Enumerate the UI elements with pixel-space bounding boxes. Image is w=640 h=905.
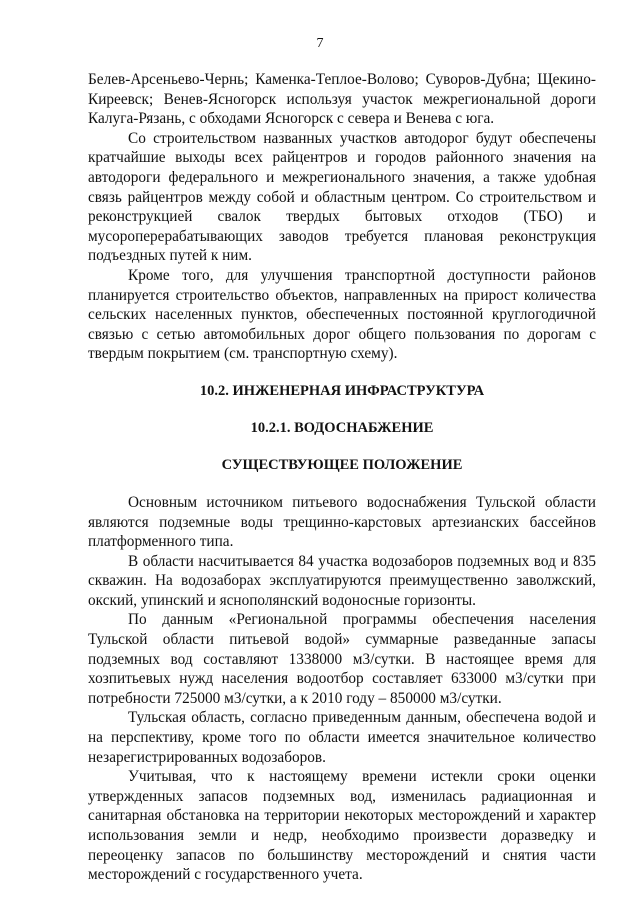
paragraph-transport-access: Кроме того, для улучшения транспортной доступности районов планируется строительство объектов, направленных на прирост количества сельских населенных пунктов, обеспеченных постоянной круглогодичной связью с сетью автомобильных дорог общего пользования по дорогам с твердым покрытием (см. транспортную схему). [88,266,596,363]
paragraph-reserve-reassessment: Учитывая, что к настоящему времени истекли сроки оценки утвержденных запасов подземных вод, изменилась радиационная и санитарная обстановка на территории некоторых месторождений и характер использования земли и недр, необходимо произвести доразведку и переоценку запасов по большинству месторождений и снятия части месторождений с государственного учета. [88,768,596,884]
section-heading: 10.2. ИНЖЕНЕРНАЯ ИНФРАСТРУКТУРА [199,382,485,399]
paragraph-road-benefits: Со строительством названных участков автодорог будут обеспечены кратчайшие выходы всех райцентров и городов районного значения на автодороги федерального и межрегионального значения, а также удобная связь райцентров между собой и областным центром. Со строительством и реконструкцией свалок твердых бытовых отходов (ТБО) и мусороперерабатывающих заводов требуется плановая реконструкция подъездных путей к ним. [88,129,596,265]
current-state-heading: СУЩЕСТВУЮЩЕЕ ПОЛОЖЕНИЕ [221,456,463,473]
subsection-heading: 10.2.1. ВОДОСНАБЖЕНИЕ [250,419,434,436]
document-body [88,70,596,885]
paragraph-water-supply-outlook: Тульская область, согласно приведенным данным, обеспечена водой и на перспективу, кроме того по области имеется значительное количество незарегистрированных водозаборов. [88,709,596,766]
paragraph-water-reserves: По данным «Региональной программы обеспечения населения Тульской области питьевой водой» суммарные разведанные запасы подземных вод составляют 1338000 м3/сутки. В настоящее время для хозпитьевых нужд населения водоотбор составляет 633000 м3/сутки при потребности 725000 м3/сутки, а к 2010 году – 850000 м3/сутки. [88,611,596,707]
paragraph-water-intakes: В области насчитывается 84 участка водозаборов подземных вод и 835 скважин. На водозаборах эксплуатируются преимущественно заволжский, окский, упинский и яснополянский водоносные горизонты. [88,552,596,609]
page-number: 7 [316,36,324,51]
paragraph-water-source: Основным источником питьевого водоснабжения Тульской области являются подземные воды трещинно-карстовых артезианских бассейнов платформенного типа. [88,493,596,551]
paragraph-road-list: Белев-Арсеньево-Чернь; Каменка-Теплое-Волово; Суворов-Дубна; Щекино-Киреевск; Венев-Ясногорск используя участок межрегиональной дороги Калуга-Рязань, с обходами Ясногорск с севера и Венева с юга. [88,71,596,128]
